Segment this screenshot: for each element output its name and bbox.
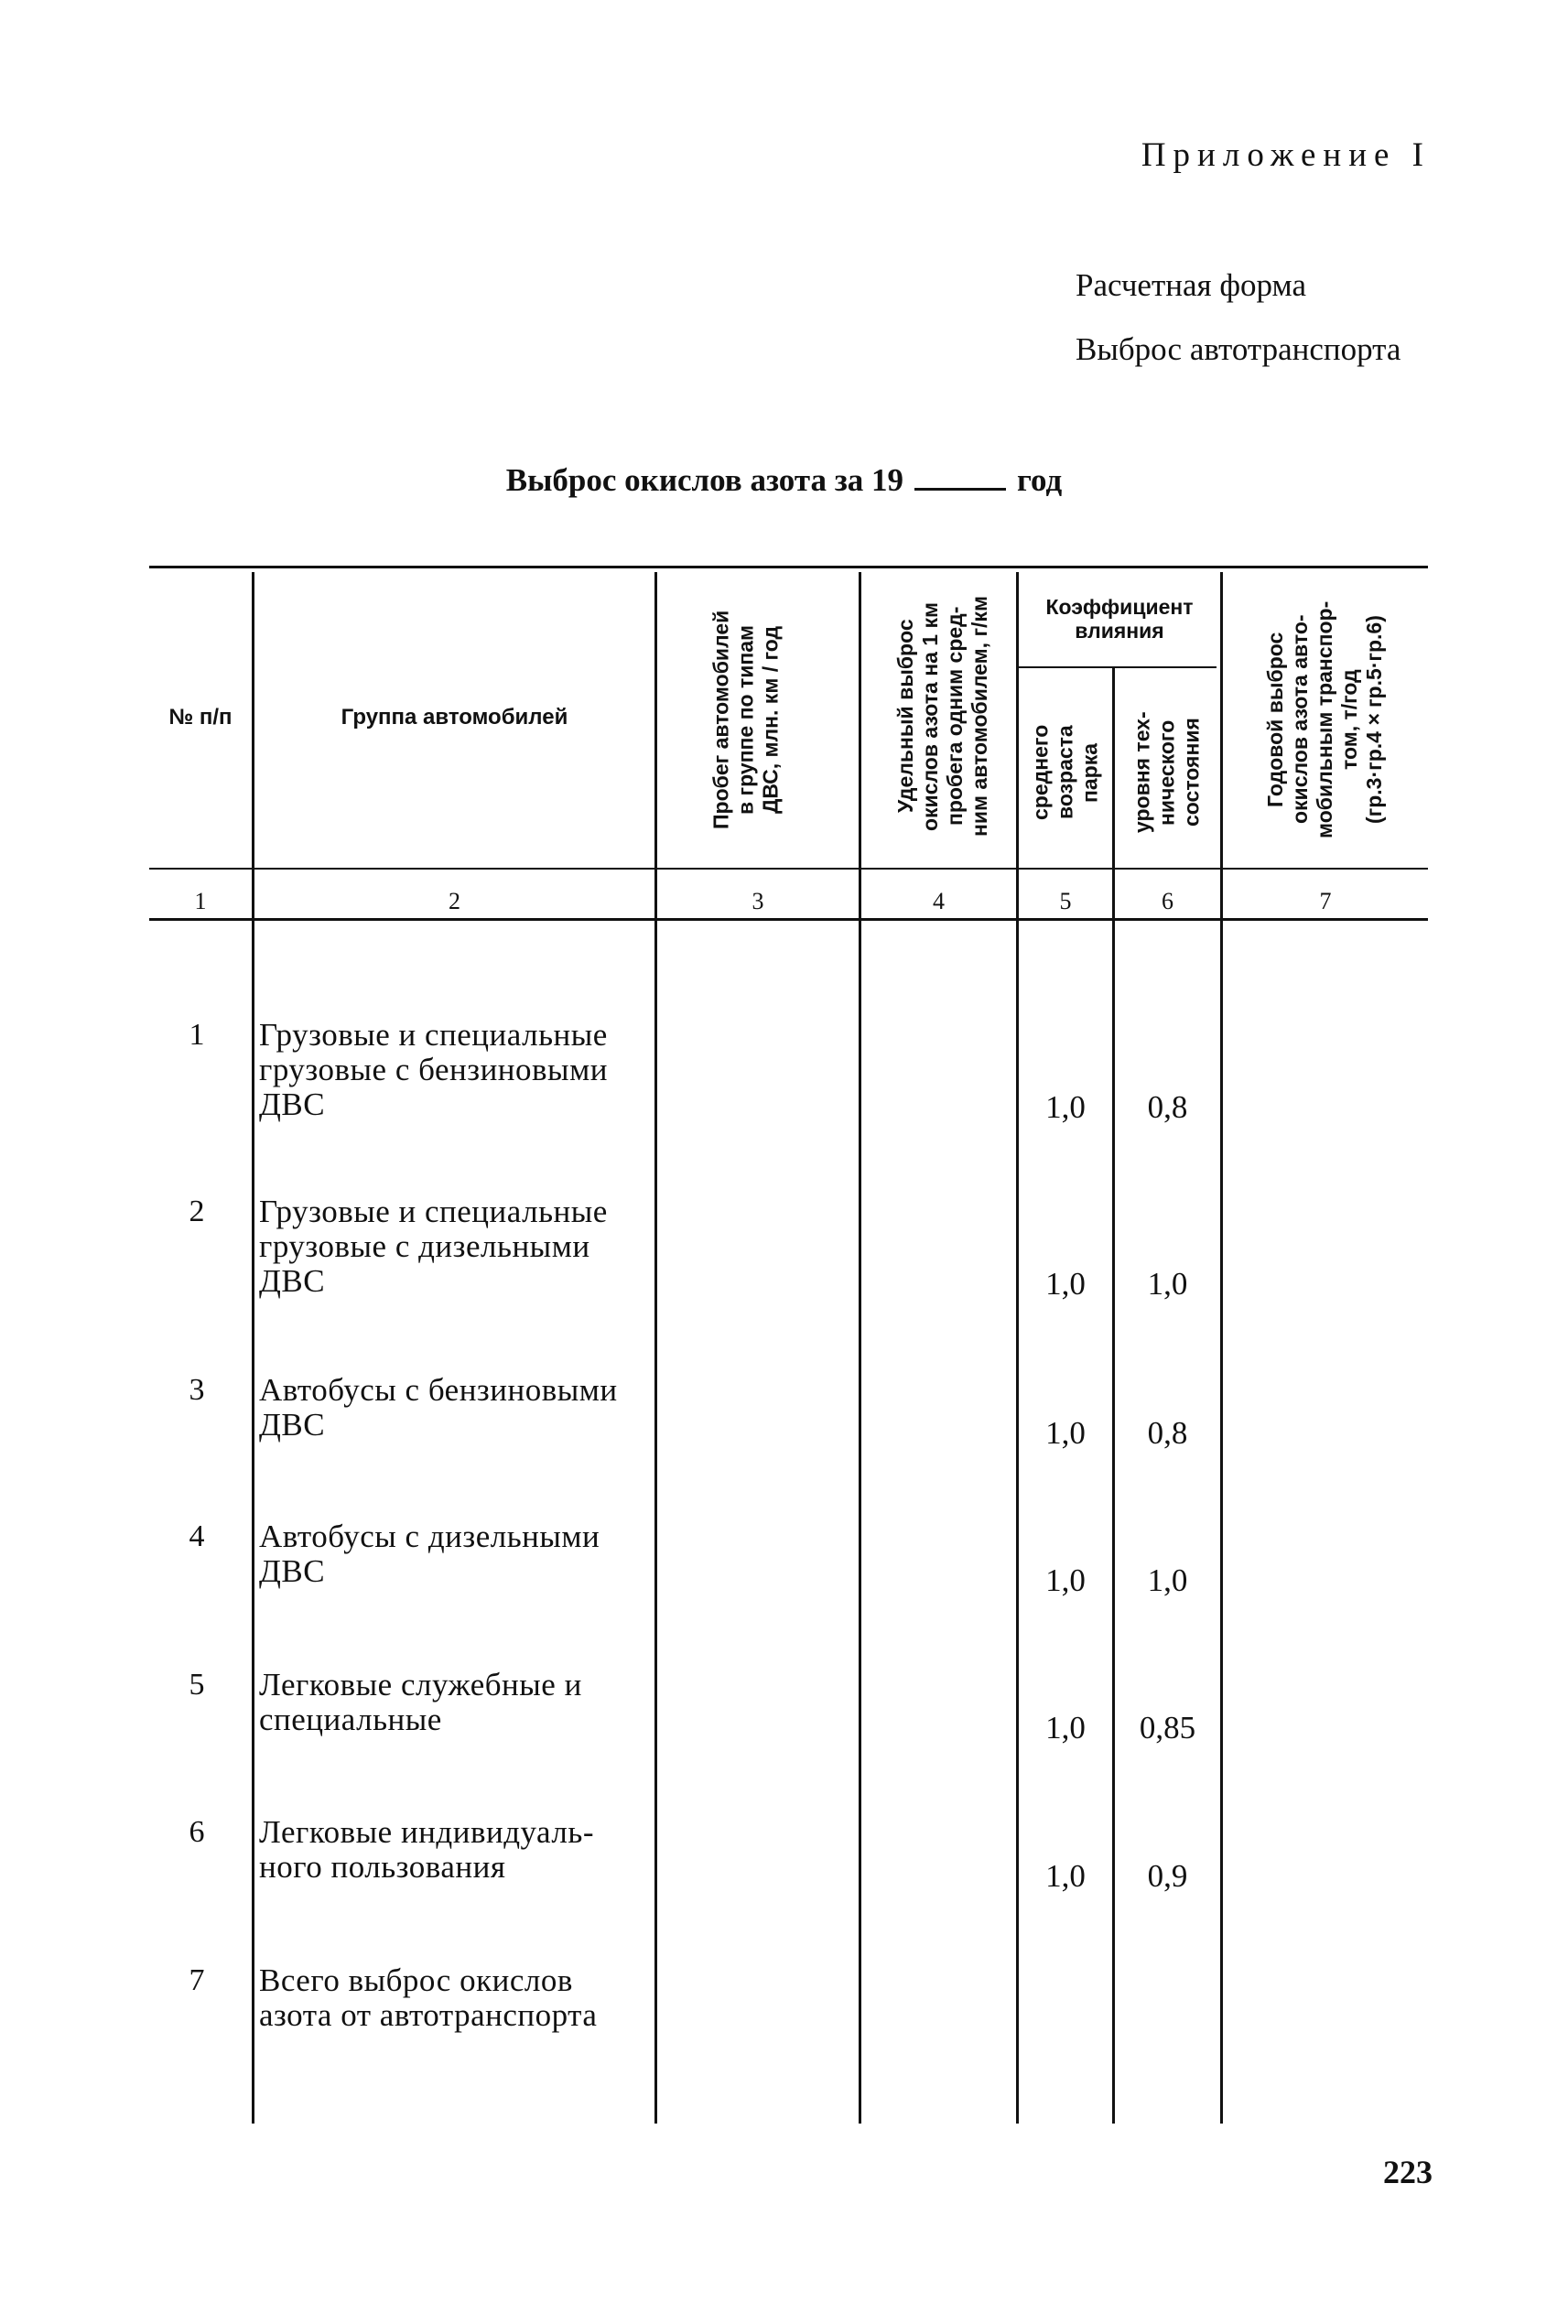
- row-tech-coef: 0,85: [1139, 1710, 1196, 1746]
- row-age-coef: 1,0: [1045, 1710, 1086, 1746]
- header-col-specific-emission: Удельный выброс окислов азота на 1 км пробега одним сред- ним автомобилем, г/км: [893, 596, 991, 837]
- table-title-part2: год: [1017, 462, 1063, 498]
- row-group: Грузовые и специальные грузовые с бензиновыми ДВС: [259, 1017, 608, 1122]
- row-age-coef: 1,0: [1045, 1562, 1086, 1598]
- row-group: Грузовые и специальные грузовые с дизельными ДВС: [259, 1194, 608, 1299]
- table-top-rule: [149, 566, 1428, 568]
- row-group: Автобусы с дизельными ДВС: [259, 1519, 600, 1589]
- column-number-5: 5: [1059, 888, 1072, 914]
- row-number: 7: [189, 1963, 205, 1997]
- col-divider-3: [859, 572, 861, 2124]
- row-tech-coef: 1,0: [1147, 1266, 1188, 1302]
- column-number-1: 1: [194, 888, 207, 914]
- row-number: 1: [189, 1018, 205, 1052]
- header-col-tech-coef: уровня тех- нического состояния: [1130, 711, 1204, 834]
- header-col-number: № п/п: [168, 705, 232, 730]
- coef-group-rule: [1018, 666, 1217, 668]
- col-divider-6: [1220, 572, 1223, 2124]
- page-number: 223: [1383, 2154, 1433, 2190]
- row-group: Легковые служебные и специальные: [259, 1667, 582, 1737]
- header-coef-group: Коэффициент влияния: [1045, 595, 1194, 643]
- colnum-bottom-rule: [149, 918, 1428, 921]
- row-group: Автобусы с бензиновыми ДВС: [259, 1372, 618, 1443]
- row-number: 6: [189, 1815, 205, 1849]
- header-col-group: Группа автомобилей: [341, 705, 568, 730]
- header-col-annual-emission: Годовой выброс окислов азота авто- мобильным транспор- том, т/год (гр.3·гр.4×гр.5·гр.6): [1263, 600, 1386, 838]
- column-number-6: 6: [1162, 888, 1173, 914]
- header-col-mileage: Пробег автомобилей в группе по типам ДВС, млн. км / год: [708, 610, 783, 829]
- col-divider-2: [654, 572, 657, 2124]
- row-tech-coef: 0,9: [1147, 1858, 1188, 1894]
- row-group: Легковые индивидуаль- ного пользования: [259, 1814, 594, 1885]
- col-divider-1: [252, 572, 254, 2124]
- row-tech-coef: 0,8: [1147, 1089, 1188, 1125]
- row-age-coef: 1,0: [1045, 1415, 1086, 1451]
- row-age-coef: 1,0: [1045, 1089, 1086, 1125]
- table-title-part1: Выброс окислов азота за 19: [505, 462, 904, 498]
- row-number: 5: [189, 1668, 205, 1702]
- column-number-2: 2: [449, 888, 460, 914]
- col-divider-5: [1112, 668, 1115, 2124]
- column-number-3: 3: [752, 888, 764, 914]
- row-number: 3: [189, 1373, 205, 1407]
- appendix-label: Приложение I: [1141, 136, 1431, 174]
- form-subtitle: Выброс автотранспорта: [1076, 331, 1401, 367]
- row-number: 2: [189, 1194, 205, 1228]
- year-blank: [914, 488, 1006, 491]
- header-bottom-rule: [149, 868, 1428, 870]
- column-number-4: 4: [933, 888, 945, 914]
- row-group: Всего выброс окислов азота от автотранспорта: [259, 1962, 598, 2033]
- header-col-age-coef: среднего возраста парка: [1028, 724, 1102, 821]
- form-title: Расчетная форма: [1076, 267, 1306, 303]
- row-tech-coef: 1,0: [1147, 1562, 1188, 1598]
- row-age-coef: 1,0: [1045, 1266, 1086, 1302]
- table-title: [0, 462, 1568, 499]
- row-tech-coef: 0,8: [1147, 1415, 1188, 1451]
- column-number-7: 7: [1319, 888, 1332, 914]
- row-age-coef: 1,0: [1045, 1858, 1086, 1894]
- row-number: 4: [189, 1519, 205, 1553]
